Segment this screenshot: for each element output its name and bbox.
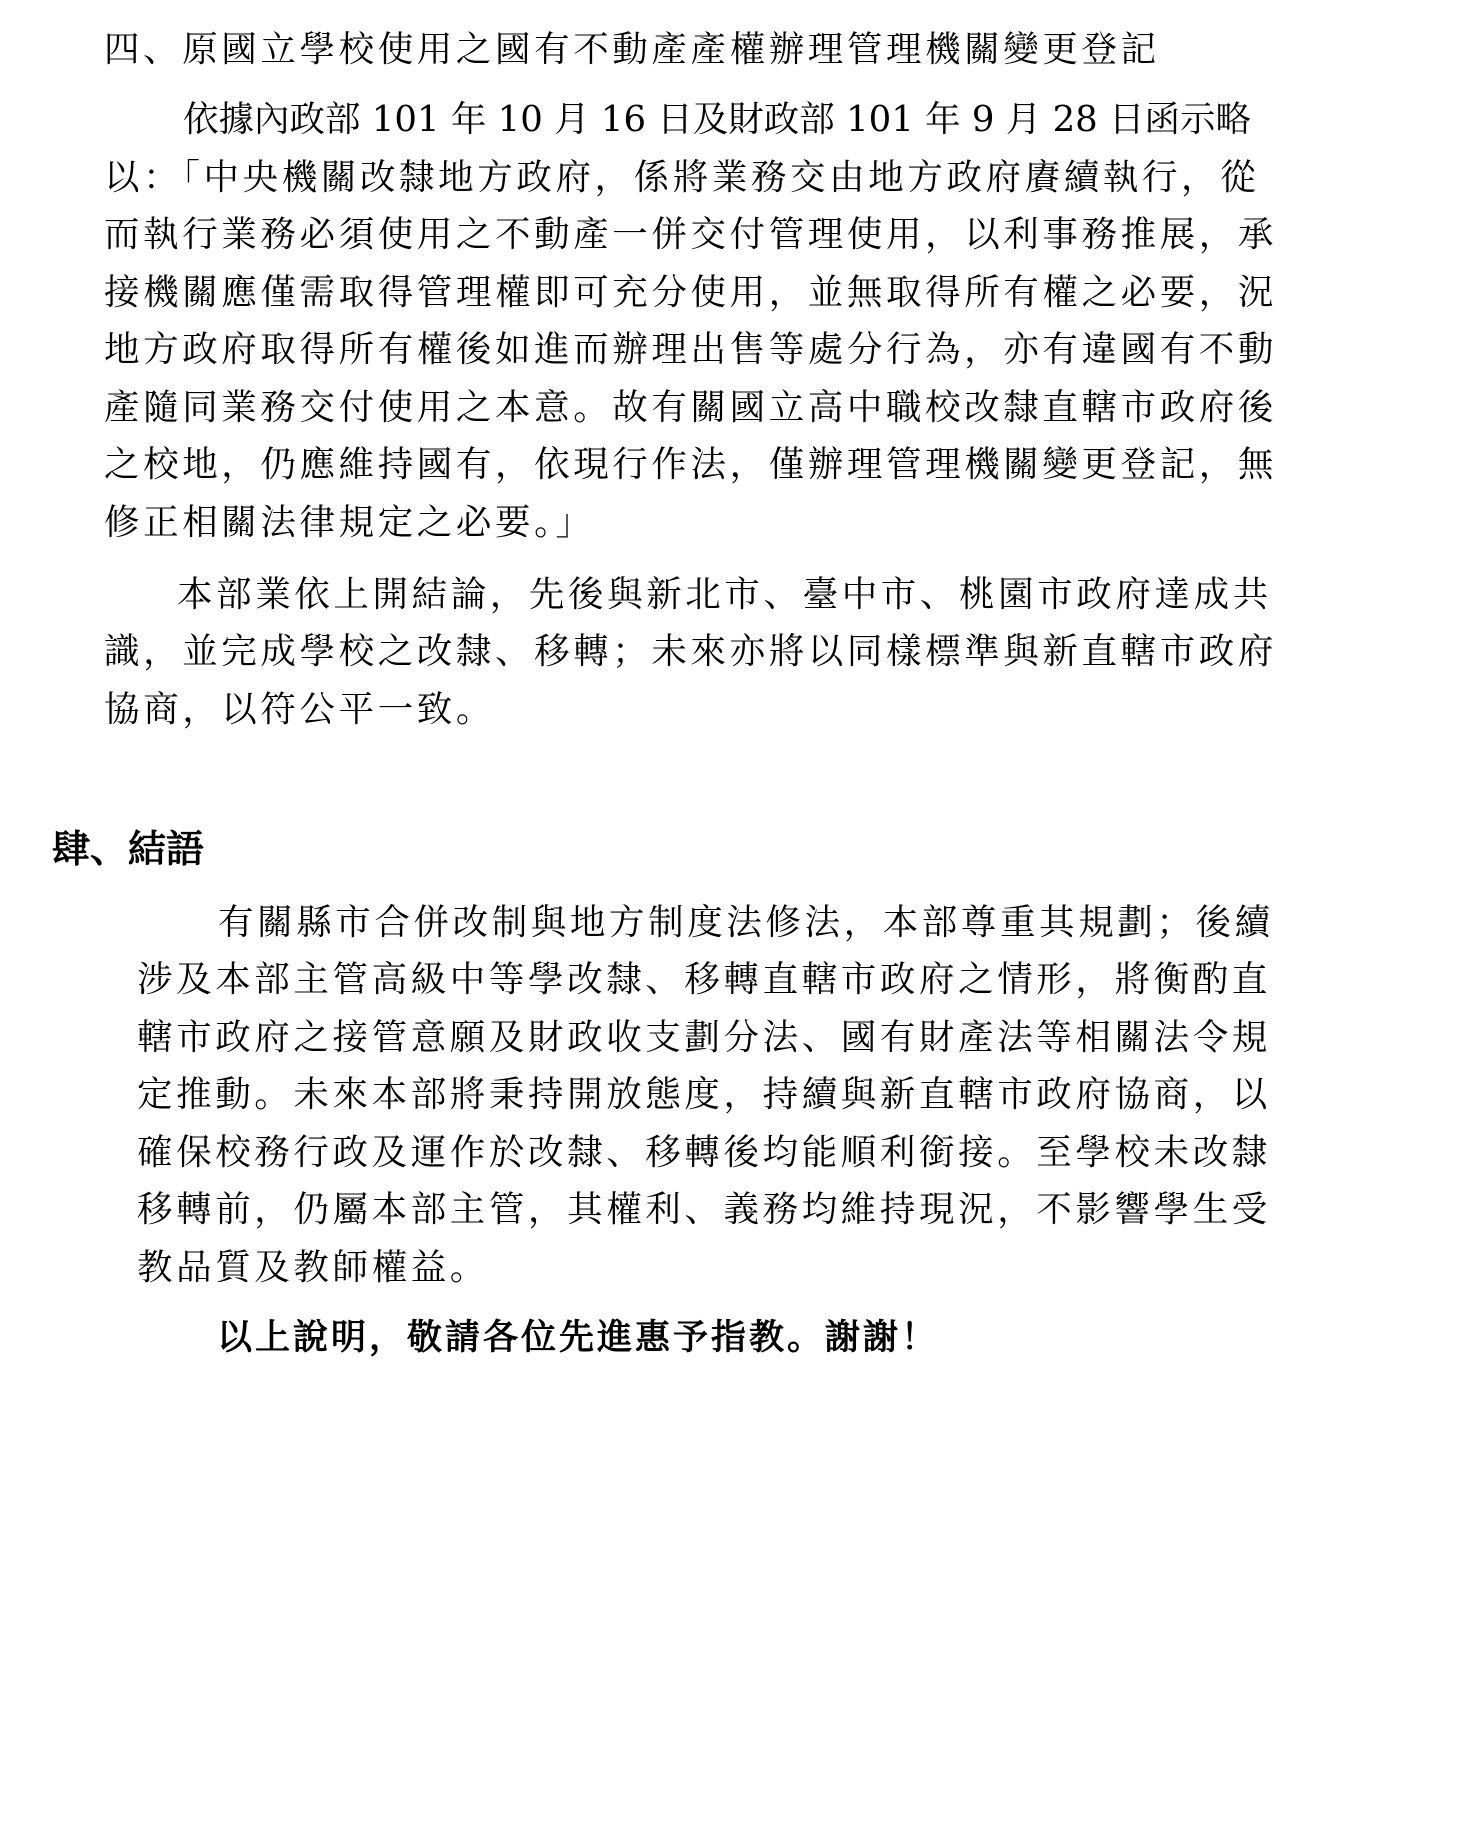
paragraph-line: 定推動。未來本部將秉持開放態度，持續與新直轄市政府協商，以 [137, 1074, 1271, 1115]
paragraph-line: 依據內政部 101 年 10 月 16 日及財政部 101 年 9 月 28 日函示略 [183, 99, 1252, 140]
paragraph-line: 確保校務行政及運作於改隸、移轉後均能順利銜接。至學校未改隸 [137, 1132, 1271, 1173]
paragraph-line: 轄市政府之接管意願及財政收支劃分法、國有財產法等相關法令規 [137, 1017, 1271, 1058]
paragraph-line: 產隨同業務交付使用之本意。故有關國立高中職校改隸直轄市政府後 [104, 387, 1278, 428]
paragraph-line: 移轉前，仍屬本部主管，其權利、義務均維持現況，不影響學生受 [137, 1189, 1271, 1230]
paragraph-line: 而執行業務必須使用之不動產一併交付管理使用，以利事務推展，承 [104, 214, 1278, 255]
paragraph-line: 之校地，仍應維持國有，依現行作法，僅辦理管理機關變更登記，無 [104, 444, 1278, 485]
paragraph-line: 接機關應僅需取得管理權即可充分使用，並無取得所有權之必要，況 [104, 272, 1278, 313]
paragraph-line: 識，並完成學校之改隸、移轉；未來亦將以同樣標準與新直轄市政府 [104, 631, 1278, 672]
paragraph-line: 修正相關法律規定之必要。」 [104, 502, 595, 543]
paragraph-line: 涉及本部主管高級中等學改隸、移轉直轄市政府之情形，將衡酌直 [137, 959, 1271, 1000]
paragraph-line: 地方政府取得所有權後如進而辦理出售等處分行為，亦有違國有不動 [104, 329, 1278, 370]
conclusion-heading: 肆、結語 [52, 827, 205, 871]
paragraph-line: 以：「中央機關改隸地方政府，係將業務交由地方政府賡續執行，從 [104, 157, 1260, 198]
paragraph-line: 教品質及教師權益。 [137, 1247, 489, 1288]
closing-remark: 以上說明，敬請各位先進惠予指教。謝謝！ [217, 1318, 940, 1358]
paragraph-line: 協商，以符公平一致。 [104, 689, 496, 730]
paragraph-line: 有關縣市合併改制與地方制度法修法，本部尊重其規劃；後續 [218, 902, 1274, 943]
section-4-title: 四、原國立學校使用之國有不動產產權辦理管理機關變更登記 [104, 29, 1160, 70]
paragraph-line: 本部業依上開結論，先後與新北市、臺中市、桃園市政府達成共 [177, 574, 1272, 615]
